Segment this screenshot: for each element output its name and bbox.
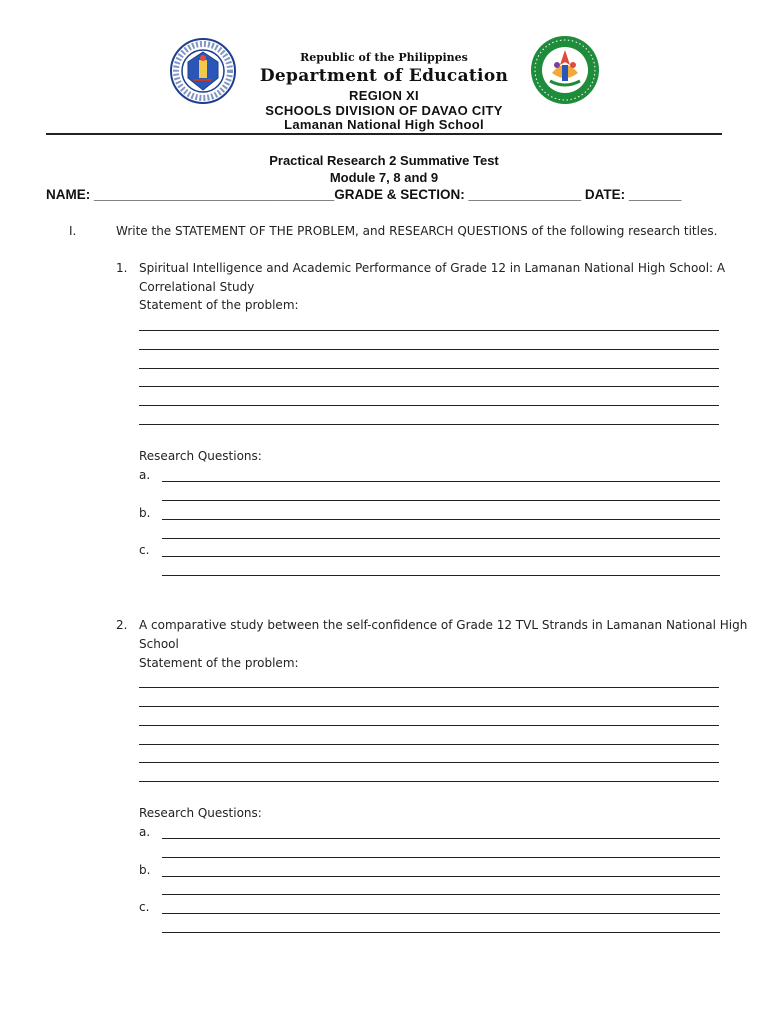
answer-line[interactable] bbox=[162, 556, 720, 557]
research-questions-label: Research Questions: bbox=[139, 806, 262, 820]
answer-line[interactable] bbox=[139, 706, 719, 707]
statement-label: Statement of the problem: bbox=[139, 298, 299, 312]
answer-line[interactable] bbox=[162, 913, 720, 914]
department-title: Department of Education bbox=[259, 66, 509, 86]
answer-line[interactable] bbox=[162, 538, 720, 539]
answer-line[interactable] bbox=[162, 876, 720, 877]
section-numeral: I. bbox=[69, 224, 77, 238]
item-title-line2: Correlational Study bbox=[139, 280, 255, 294]
item-title-line1: Spiritual Intelligence and Academic Performance of Grade 12 in Lamanan National High School: A bbox=[139, 261, 726, 275]
school-text: Lamanan National High School bbox=[284, 117, 484, 132]
item-number: 1. bbox=[116, 261, 128, 275]
answer-line[interactable] bbox=[162, 932, 720, 933]
rq-letter-c: c. bbox=[139, 900, 150, 914]
item-title-line2: School bbox=[139, 637, 179, 651]
answer-line[interactable] bbox=[139, 744, 719, 745]
division-text: SCHOOLS DIVISION OF DAVAO CITY bbox=[265, 103, 503, 118]
statement-label: Statement of the problem: bbox=[139, 656, 299, 670]
answer-line[interactable] bbox=[162, 857, 720, 858]
answer-line[interactable] bbox=[139, 687, 719, 688]
region-text: REGION XI bbox=[349, 88, 419, 103]
header-divider bbox=[46, 133, 722, 135]
item-number: 2. bbox=[116, 618, 128, 632]
rq-letter-b: b. bbox=[139, 863, 151, 877]
rq-letter-a: a. bbox=[139, 825, 151, 839]
answer-line[interactable] bbox=[162, 500, 720, 501]
answer-line[interactable] bbox=[139, 725, 719, 726]
answer-line[interactable] bbox=[139, 330, 719, 331]
answer-line[interactable] bbox=[162, 519, 720, 520]
answer-line[interactable] bbox=[162, 894, 720, 895]
answer-line[interactable] bbox=[162, 481, 720, 482]
answer-line[interactable] bbox=[139, 424, 719, 425]
answer-line[interactable] bbox=[139, 781, 719, 782]
answer-line[interactable] bbox=[139, 762, 719, 763]
research-questions-label: Research Questions: bbox=[139, 449, 262, 463]
republic-text: Republic of the Philippines bbox=[300, 51, 468, 64]
answer-line[interactable] bbox=[139, 368, 719, 369]
item-title-line1: A comparative study between the self-confidence of Grade 12 TVL Strands in Lamanan National High bbox=[139, 618, 748, 632]
rq-letter-c: c. bbox=[139, 543, 150, 557]
answer-line[interactable] bbox=[139, 386, 719, 387]
rq-letter-a: a. bbox=[139, 468, 151, 482]
rq-letter-b: b. bbox=[139, 506, 151, 520]
answer-line[interactable] bbox=[162, 575, 720, 576]
answer-line[interactable] bbox=[162, 838, 720, 839]
name-grade-date-line: NAME: ________________________________GRADE & SECTION: _______________ DATE: _______ bbox=[46, 187, 682, 202]
section-instruction: Write the STATEMENT OF THE PROBLEM, and RESEARCH QUESTIONS of the following research titles. bbox=[116, 224, 718, 238]
test-title: Practical Research 2 Summative Test bbox=[269, 153, 499, 168]
test-module: Module 7, 8 and 9 bbox=[329, 170, 439, 185]
answer-line[interactable] bbox=[139, 405, 719, 406]
answer-line[interactable] bbox=[139, 349, 719, 350]
